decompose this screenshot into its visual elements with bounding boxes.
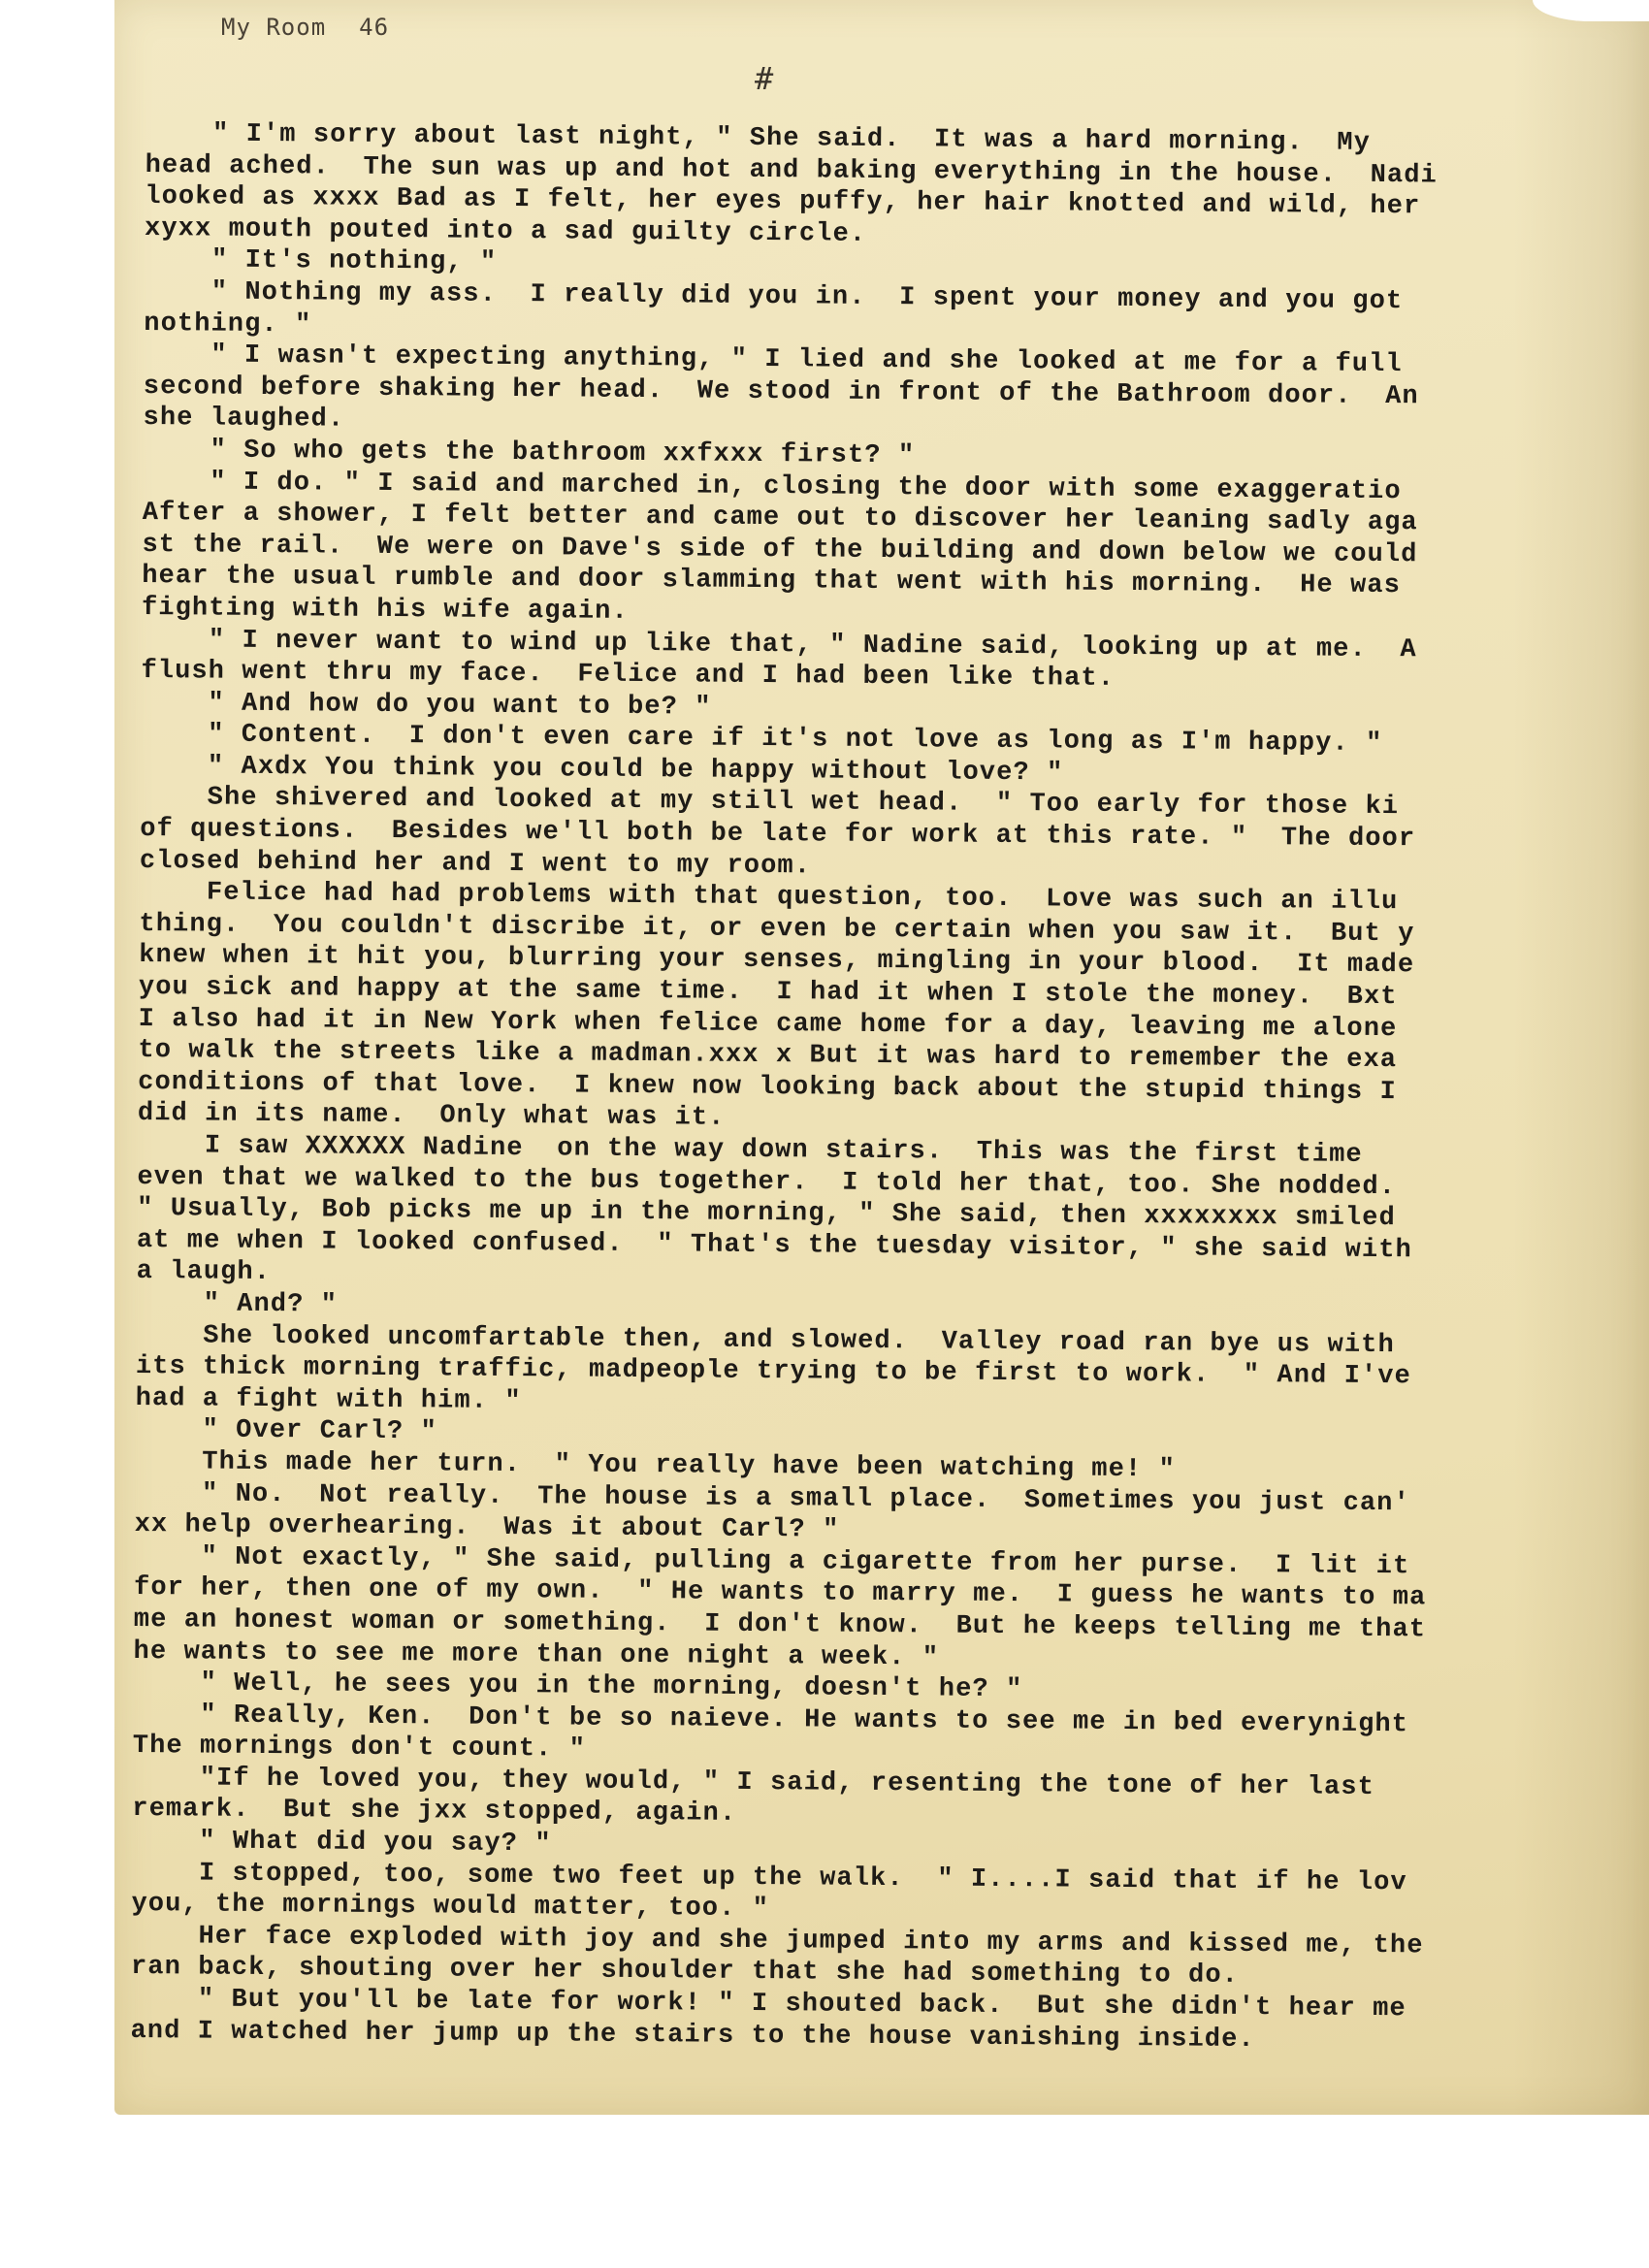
text-line: Her face exploded with joy and she jumped into my arms and kissed me, the <box>131 1921 1424 1961</box>
text-line: she laughed. <box>143 404 345 435</box>
text-line: fighting with his wife again. <box>141 593 629 627</box>
text-line: you sick and happy at the same time. I had it when I stole the money. Bxt <box>138 973 1398 1013</box>
text-line: " Over Carl? " <box>135 1415 437 1447</box>
text-line: She looked uncomfartable then, and slowed. Valley road ran bye us with <box>136 1320 1395 1360</box>
text-line: had a fight with him. " <box>135 1383 522 1416</box>
text-line: " I never want to wind up like that, " Nadine said, looking up at me. A <box>141 625 1417 664</box>
text-line: nothing. " <box>144 308 312 340</box>
text-line: " Usually, Bob picks me up in the morning, " She said, then xxxxxxxx smiled <box>137 1194 1396 1234</box>
text-line: " No. Not really. The house is a small place. Sometimes you just can' <box>134 1478 1410 1518</box>
text-line: and I watched her jump up the stairs to the house vanishing inside. <box>130 2016 1255 2055</box>
text-line: a laugh. <box>136 1257 272 1288</box>
text-line: me an honest woman or something. I don't know. But he keeps telling me that <box>133 1604 1427 1645</box>
text-line: " But you'll be late for work! " I shouted back. But she didn't hear me <box>130 1984 1406 2025</box>
text-line: " Content. I don't even care if it's not love as long as I'm happy. " <box>140 720 1383 760</box>
text-line: " I do. " I said and marched in, closing the door with some exaggeratio <box>142 467 1402 506</box>
text-line: " So who gets the bathroom xxfxxx first? " <box>143 435 916 471</box>
text-line: did in its name. Only what was it. <box>137 1099 726 1134</box>
text-line: head ached. The sun was up and hot and baking everything in the house. Nadi <box>145 150 1439 191</box>
text-line: second before shaking her head. We stood in front of the Bathroom door. An <box>143 372 1419 412</box>
text-line: ran back, shouting over her shoulder that she had something to do. <box>130 1953 1240 1992</box>
header-title: My Room <box>221 14 327 41</box>
text-line: " It's nothing, " <box>144 245 498 278</box>
text-line: its thick morning traffic, madpeople trying to be first to work. " And I've <box>135 1352 1411 1392</box>
page-header <box>221 14 389 41</box>
header-page-number: 46 <box>359 14 390 41</box>
text-line: " Axdx You think you could be happy without love? " <box>140 751 1064 789</box>
text-line: you, the mornings would matter, too. " <box>131 1890 770 1925</box>
text-line: I stopped, too, some two feet up the walk. " I....I said that if he lov <box>131 1858 1407 1897</box>
text-line: to walk the streets like a madman.xxx x But it was hard to remember the exa <box>138 1036 1398 1076</box>
text-line: thing. You couldn't discribe it, or even be certain when you saw it. But y <box>139 909 1415 950</box>
text-line: of questions. Besides we'll both be late for work at this rate. " The door <box>140 815 1416 855</box>
text-line: for her, then one of my own. " He wants to marry me. I guess he wants to ma <box>133 1573 1427 1613</box>
text-line: st the rail. We were on Dave's side of the building and down below we could <box>142 530 1418 570</box>
text-line: "If he loved you, they would, " I said, resenting the tone of her last <box>132 1763 1375 1802</box>
text-line: closed behind her and I went to my room. <box>139 846 812 882</box>
text-line: I also had it in New York when felice came home for a day, leaving me alone <box>138 1004 1398 1044</box>
text-line: This made her turn. " You really have been watching me! " <box>135 1446 1176 1485</box>
text-line: remark. But she jxx stopped, again. <box>132 1795 737 1830</box>
text-line: " Not exactly, " She said, pulling a cigarette from her purse. I lit it <box>134 1541 1410 1582</box>
text-line: " And? " <box>136 1288 339 1320</box>
text-line: even that we walked to the bus together. I told her that, too. She nodded. <box>137 1162 1397 1202</box>
text-line: Felice had had problems with that question, too. Love was such an illu <box>139 878 1399 918</box>
text-line: at me when I looked confused. " That's the tuesday visitor, " she said with <box>136 1225 1412 1266</box>
text-line: " What did you say? " <box>131 1827 552 1860</box>
typewritten-body <box>130 118 1649 2058</box>
torn-corner <box>1533 0 1649 21</box>
text-line: xx help overhearing. Was it about Carl? " <box>134 1510 840 1545</box>
text-line: " I wasn't expecting anything, " I lied and she looked at me for a full <box>143 340 1403 380</box>
text-line: knew when it hit you, blurring your senses, mingling in your blood. It made <box>139 941 1415 981</box>
text-line: xyxx mouth pouted into a sad guilty circle. <box>144 213 867 249</box>
text-line: She shivered and looked at my still wet head. " Too early for those ki <box>140 783 1400 823</box>
text-line: conditions of that love. I knew now looking back about the stupid things I <box>138 1067 1397 1107</box>
text-line: " Well, he sees you in the morning, doesn't he? " <box>133 1669 1023 1705</box>
text-line: After a shower, I felt better and came out to discover her leaning sadly aga <box>142 499 1418 538</box>
text-line: hear the usual rumble and door slamming that went with his morning. He was <box>142 562 1402 601</box>
text-line: " I'm sorry about last night, " She said. It was a hard morning. My <box>145 118 1372 158</box>
text-line: " Nothing my ass. I really did you in. I spent your money and you got <box>144 276 1404 317</box>
text-line: flush went thru my face. Felice and I had been like that. <box>141 657 1116 694</box>
text-line: The mornings don't count. " <box>132 1732 587 1765</box>
section-mark: # <box>755 60 774 97</box>
text-line: " And how do you want to be? " <box>141 688 712 723</box>
text-line: I saw XXXXXX Nadine on the way down stairs. This was the first time <box>137 1130 1363 1170</box>
text-line: he wants to see me more than one night a week. " <box>133 1636 940 1672</box>
text-line: looked as xxxx Bad as I felt, her eyes puffy, her hair knotted and wild, her <box>145 182 1421 222</box>
text-line: " Really, Ken. Don't be so naieve. He wants to see me in bed everynight <box>132 1700 1409 1739</box>
